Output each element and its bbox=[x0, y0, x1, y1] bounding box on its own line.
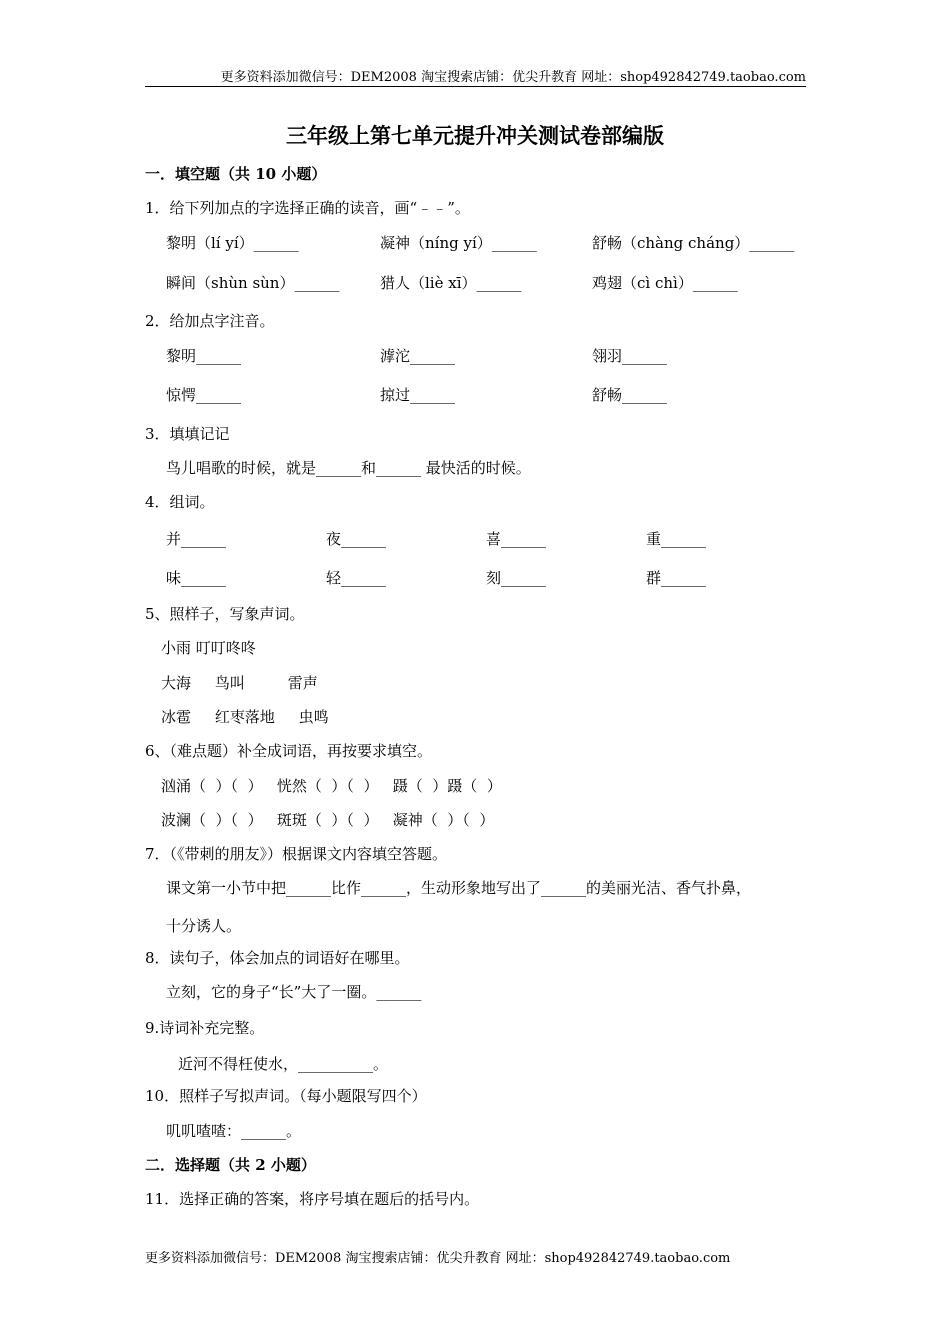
question-1-stem: 1．给下列加点的字选择正确的读音，画“﹣﹣”。 bbox=[145, 199, 470, 217]
header-divider bbox=[145, 86, 806, 87]
q2-item: 舒畅______ bbox=[592, 386, 668, 404]
q1-item: 猎人（liè xī）______ bbox=[380, 274, 522, 292]
q5-line: 小雨 叮叮咚咚 bbox=[161, 639, 256, 657]
q4-item: 喜______ bbox=[486, 530, 547, 548]
page-footer: 更多资料添加微信号：DEM2008 淘宝搜索店铺：优尖升教育 网址：shop492842749.taobao.com bbox=[145, 1251, 731, 1266]
section-heading-multiple-choice: 二．选择题（共 2 小题） bbox=[145, 1156, 316, 1174]
q4-item: 并______ bbox=[166, 530, 227, 548]
q5-line: 大海 鸟叫 雷声 bbox=[161, 674, 318, 692]
q8-line: 立刻，它的身子“长”大了一圈。______ bbox=[166, 983, 422, 1001]
q4-item: 轻______ bbox=[326, 569, 387, 587]
q2-item: 惊愕______ bbox=[166, 386, 242, 404]
question-3-stem: 3．填填记记 bbox=[145, 425, 230, 443]
q7-line: 课文第一小节中把______比作______，生动形象地写出了______的美丽光洁、香气扑鼻， bbox=[166, 879, 752, 897]
question-5-stem: 5、照样子，写象声词。 bbox=[145, 605, 305, 623]
q4-item: 刻______ bbox=[486, 569, 547, 587]
q3-line: 鸟儿唱歌的时候，就是______和______ 最快活的时候。 bbox=[166, 459, 531, 477]
q2-item: 滹沱______ bbox=[380, 347, 456, 365]
page-header: 更多资料添加微信号：DEM2008 淘宝搜索店铺：优尖升教育 网址：shop492842749.taobao.com bbox=[220, 70, 806, 85]
q1-item: 黎明（lí yí）______ bbox=[166, 234, 299, 252]
question-10-stem: 10．照样子写拟声词。（每小题限写四个） bbox=[145, 1087, 427, 1105]
question-2-stem: 2．给加点字注音。 bbox=[145, 312, 275, 330]
q6-line: 波澜（ ）（ ） 斑斑（ ）（ ） 凝神（ ）（ ） bbox=[161, 811, 495, 829]
q4-item: 重______ bbox=[646, 530, 707, 548]
q5-line: 冰雹 红枣落地 虫鸣 bbox=[161, 708, 329, 726]
q9-line: 近河不得枉使水，__________。 bbox=[178, 1055, 389, 1073]
question-8-stem: 8．读句子，体会加点的词语好在哪里。 bbox=[145, 949, 410, 967]
question-9-stem: 9.诗词补充完整。 bbox=[145, 1019, 265, 1037]
q1-item: 凝神（níng yí）______ bbox=[380, 234, 537, 252]
question-7-stem: 7．（《带刺的朋友》）根据课文内容填空答题。 bbox=[145, 845, 448, 863]
q1-item: 舒畅（chàng cháng）______ bbox=[592, 234, 795, 252]
q1-item: 鸡翅（cì chì）______ bbox=[592, 274, 738, 292]
q10-line: 叽叽喳喳：______。 bbox=[166, 1122, 302, 1140]
page-title: 三年级上第七单元提升冲关测试卷部编版 bbox=[286, 123, 664, 148]
q6-line: 汹涌（ ）（ ） 恍然（ ）（ ） 蹑（ ）蹑（ ） bbox=[161, 777, 502, 795]
q4-item: 味______ bbox=[166, 569, 227, 587]
question-4-stem: 4．组词。 bbox=[145, 493, 215, 511]
question-6-stem: 6、（难点题）补全成词语，再按要求填空。 bbox=[145, 742, 433, 760]
q1-item: 瞬间（shùn sùn）______ bbox=[166, 274, 340, 292]
q2-item: 掠过______ bbox=[380, 386, 456, 404]
q4-item: 群______ bbox=[646, 569, 707, 587]
q7-line: 十分诱人。 bbox=[166, 917, 242, 935]
q2-item: 翎羽______ bbox=[592, 347, 668, 365]
q2-item: 黎明______ bbox=[166, 347, 242, 365]
q4-item: 夜______ bbox=[326, 530, 387, 548]
question-11-stem: 11．选择正确的答案，将序号填在题后的括号内。 bbox=[145, 1190, 480, 1208]
section-heading-fill-blank: 一．填空题（共 10 小题） bbox=[145, 165, 327, 183]
